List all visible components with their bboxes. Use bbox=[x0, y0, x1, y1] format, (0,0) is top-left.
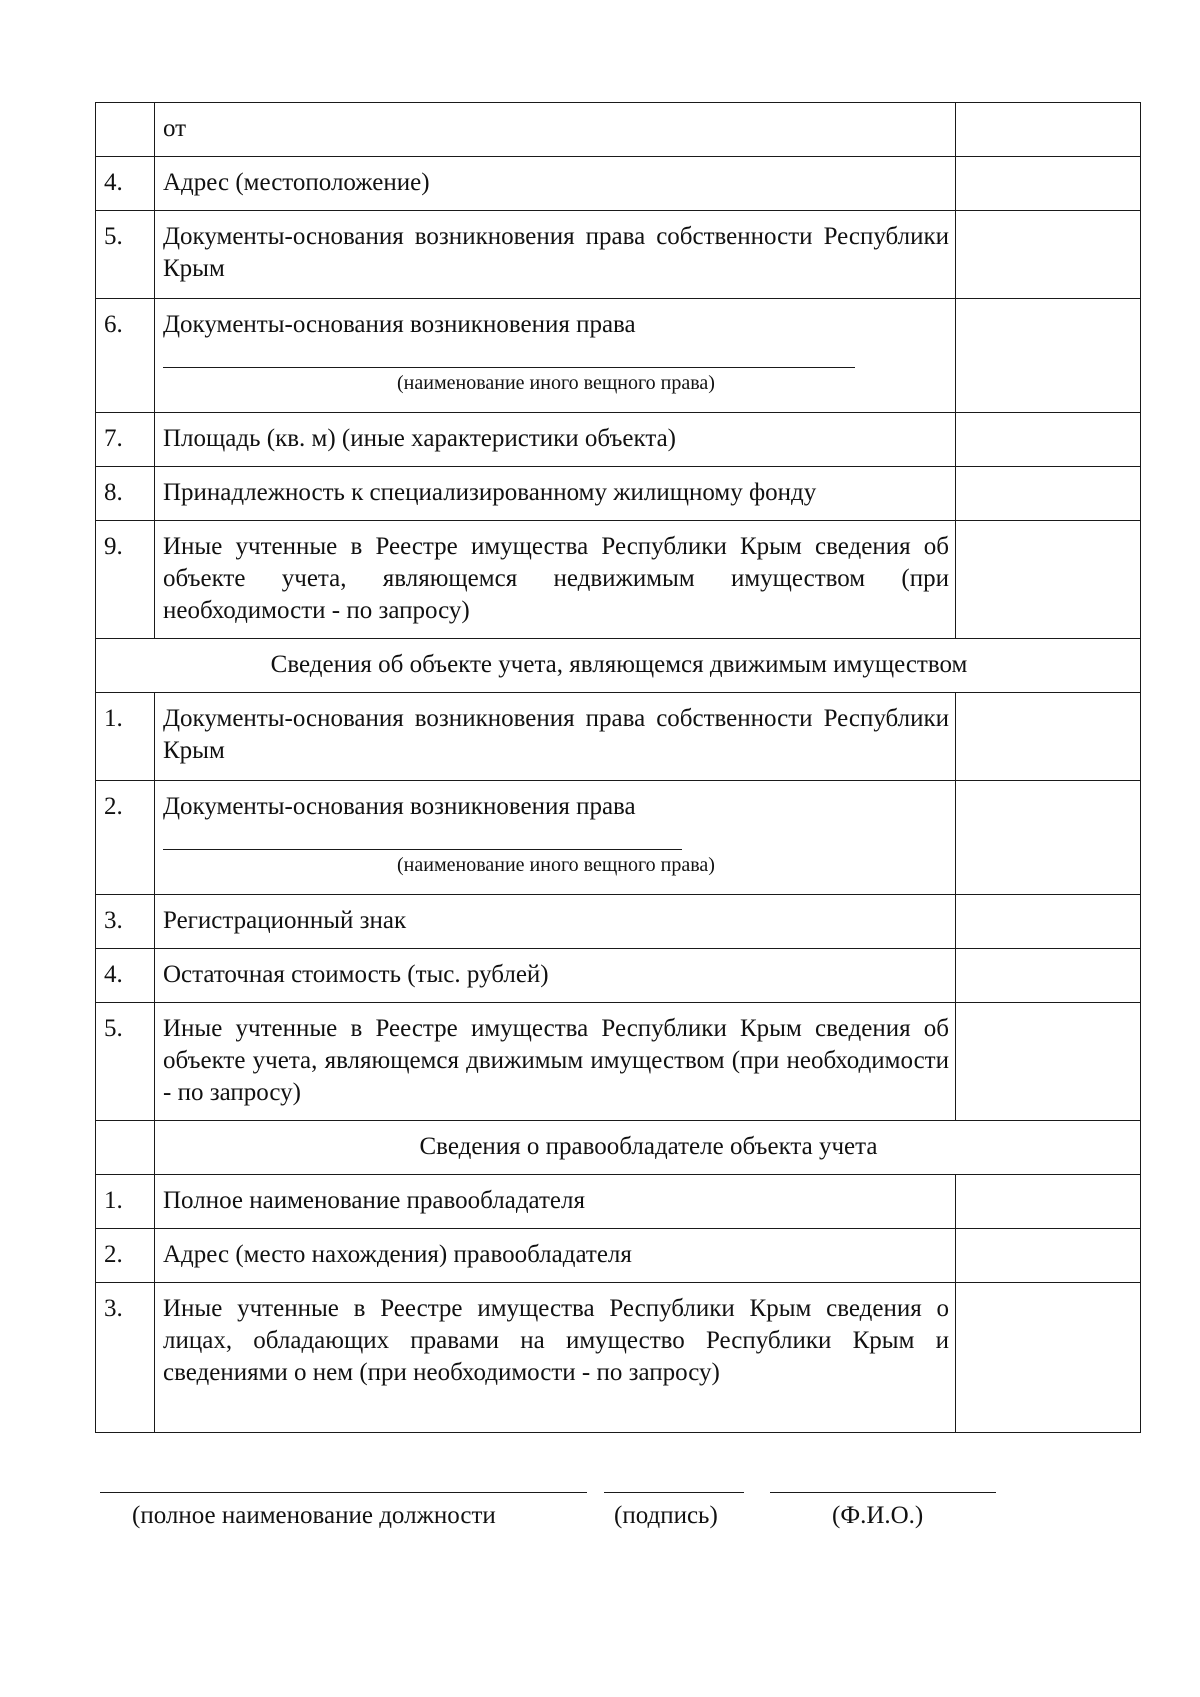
row-value-cell bbox=[956, 1283, 1141, 1433]
table-row bbox=[96, 781, 1141, 895]
signature-caption: (подпись) bbox=[614, 1502, 718, 1529]
table-row bbox=[96, 1229, 1141, 1283]
section-header-row bbox=[96, 639, 1141, 693]
row-description: Иные учтенные в Реестре имущества Республики Крым сведения о лицах, обладающих правами на имущество Республики Крым и сведениями о нем (при необходимости - по запросу) bbox=[155, 1283, 956, 1433]
section-title-holder: Сведения о правообладателе объекта учета bbox=[155, 1121, 1141, 1175]
name-line bbox=[770, 1490, 996, 1493]
row-number: 5. bbox=[96, 1003, 155, 1121]
row-description: Документы-основания возникновения права собственности Республики Крым bbox=[155, 693, 956, 781]
section-title-movable: Сведения об объекте учета, являющемся движимым имуществом bbox=[96, 639, 1141, 693]
row-value-cell bbox=[956, 781, 1141, 895]
row-value-cell bbox=[956, 1175, 1141, 1229]
name-caption: (Ф.И.О.) bbox=[832, 1502, 924, 1529]
row-number: 3. bbox=[96, 1283, 155, 1433]
signature-block bbox=[0, 1490, 1200, 1550]
row-number: 8. bbox=[96, 467, 155, 521]
table-row bbox=[96, 413, 1141, 467]
signature-line bbox=[604, 1490, 744, 1493]
row-value-cell bbox=[956, 467, 1141, 521]
row-number: 2. bbox=[96, 781, 155, 895]
row-description: Площадь (кв. м) (иные характеристики объекта) bbox=[155, 413, 956, 467]
table-row bbox=[96, 693, 1141, 781]
row-number: 9. bbox=[96, 521, 155, 639]
table-row bbox=[96, 211, 1141, 299]
row-description bbox=[155, 299, 956, 413]
row-number: 6. bbox=[96, 299, 155, 413]
table-row bbox=[96, 157, 1141, 211]
position-caption: (полное наименование должности bbox=[132, 1502, 496, 1529]
table-row bbox=[96, 895, 1141, 949]
row-description: Адрес (место нахождения) правообладателя bbox=[155, 1229, 956, 1283]
section-header-row bbox=[96, 1121, 1141, 1175]
row-description: Остаточная стоимость (тыс. рублей) bbox=[155, 949, 956, 1003]
row-value-cell bbox=[956, 211, 1141, 299]
table-row bbox=[96, 103, 1141, 157]
blank-line bbox=[163, 827, 682, 850]
row-value-cell bbox=[956, 299, 1141, 413]
row-number: 2. bbox=[96, 1229, 155, 1283]
row-value-cell bbox=[956, 1003, 1141, 1121]
row-description: Иные учтенные в Реестре имущества Республики Крым сведения об объекте учета, являющемся движимым имуществом (при необходимости - по запросу) bbox=[155, 1003, 956, 1121]
table-row bbox=[96, 1003, 1141, 1121]
blank-line bbox=[163, 345, 855, 368]
line-caption: (наименование иного вещного права) bbox=[397, 372, 715, 394]
row-description-text: Документы-основания возникновения права bbox=[163, 793, 636, 820]
row-number: 4. bbox=[96, 949, 155, 1003]
row-number: 3. bbox=[96, 895, 155, 949]
row-value-cell bbox=[956, 413, 1141, 467]
table-row bbox=[96, 1283, 1141, 1433]
row-number: 7. bbox=[96, 413, 155, 467]
row-number: 4. bbox=[96, 157, 155, 211]
line-caption: (наименование иного вещного права) bbox=[397, 854, 715, 876]
row-description: Адрес (местоположение) bbox=[155, 157, 956, 211]
row-number: 1. bbox=[96, 1175, 155, 1229]
table-row bbox=[96, 521, 1141, 639]
row-description: Принадлежность к специализированному жилищному фонду bbox=[155, 467, 956, 521]
row-value-cell bbox=[956, 521, 1141, 639]
row-value-cell bbox=[956, 103, 1141, 157]
table-row bbox=[96, 1175, 1141, 1229]
table-row bbox=[96, 949, 1141, 1003]
row-description: Документы-основания возникновения права собственности Республики Крым bbox=[155, 211, 956, 299]
registry-table bbox=[95, 102, 1141, 1433]
row-description: от bbox=[155, 103, 956, 157]
row-description-text: Документы-основания возникновения права bbox=[163, 311, 636, 338]
row-value-cell bbox=[956, 157, 1141, 211]
row-value-cell bbox=[956, 895, 1141, 949]
table-row bbox=[96, 467, 1141, 521]
row-description: Регистрационный знак bbox=[155, 895, 956, 949]
row-value-cell bbox=[956, 949, 1141, 1003]
position-line bbox=[100, 1490, 587, 1493]
row-value-cell bbox=[956, 1229, 1141, 1283]
row-number bbox=[96, 1121, 155, 1175]
table-row bbox=[96, 299, 1141, 413]
row-value-cell bbox=[956, 693, 1141, 781]
row-number: 5. bbox=[96, 211, 155, 299]
row-number bbox=[96, 103, 155, 157]
row-description: Иные учтенные в Реестре имущества Республики Крым сведения об объекте учета, являющемся недвижимым имуществом (при необходимости - по запросу) bbox=[155, 521, 956, 639]
row-description bbox=[155, 781, 956, 895]
row-description: Полное наименование правообладателя bbox=[155, 1175, 956, 1229]
row-number: 1. bbox=[96, 693, 155, 781]
